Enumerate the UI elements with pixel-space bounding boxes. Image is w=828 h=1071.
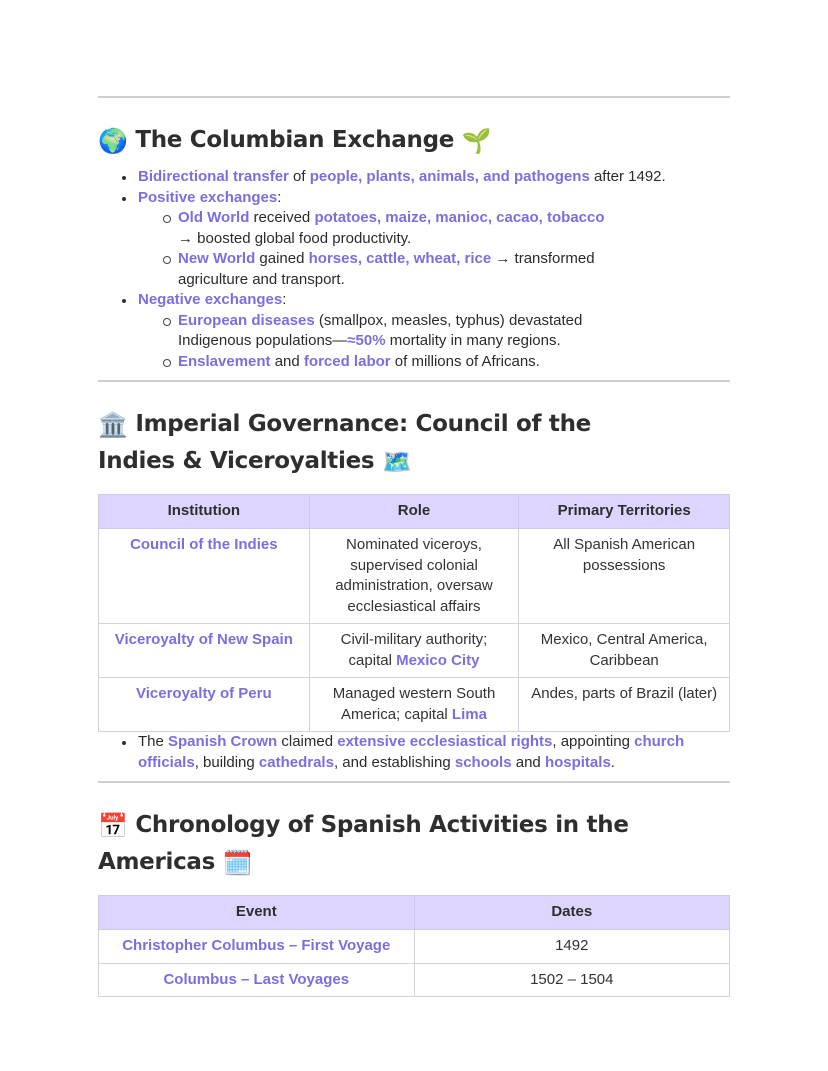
table-row	[99, 963, 730, 997]
event-cell: Christopher Columbus – First Voyage	[99, 930, 415, 964]
table-row	[99, 624, 730, 678]
seedling-icon: 🌱	[461, 127, 492, 155]
highlight-text: Negative exchanges	[138, 291, 283, 308]
highlight-text: cathedrals	[258, 753, 334, 771]
highlight-text: Spanish Crown	[168, 733, 278, 750]
text: of	[288, 168, 310, 185]
highlight-text: Lima	[451, 705, 487, 723]
highlight-text: New World	[178, 250, 256, 267]
text: → boosted global food productivity.	[178, 229, 412, 247]
document-page	[98, 96, 730, 997]
dates-cell: 1502 – 1504	[414, 963, 729, 997]
list-item	[120, 290, 730, 372]
text: claimed	[277, 733, 338, 750]
highlight-text: horses, cattle, wheat, rice	[308, 250, 492, 267]
list-item	[120, 732, 698, 773]
text: :	[282, 291, 287, 308]
text: after 1492.	[589, 168, 666, 185]
highlight-text: hospitals	[544, 753, 611, 771]
column-header: Primary Territories	[519, 495, 730, 529]
text: → transformed agriculture and transport.	[178, 250, 595, 288]
text: Managed western South America; capital	[332, 685, 496, 723]
list-item	[120, 188, 730, 291]
text: gained	[255, 250, 309, 267]
section-title: Imperial Governance: Council of the Indies & Viceroyalties	[98, 411, 591, 474]
negative-sublist	[138, 311, 730, 373]
column-header: Dates	[414, 896, 729, 930]
spiral-calendar-icon: 🗓️	[222, 849, 253, 877]
highlight-text: Enslavement	[178, 352, 271, 370]
text: :	[277, 188, 282, 206]
column-header: Institution	[99, 495, 310, 529]
institution-cell: Council of the Indies	[99, 529, 310, 624]
text: and	[511, 753, 545, 771]
highlight-text: people, plants, animals, and pathogens	[309, 168, 590, 185]
text: mortality in many regions.	[385, 332, 561, 349]
highlight-text: church officials	[138, 733, 685, 771]
column-header: Event	[99, 896, 415, 930]
highlight-text: potatoes, maize, manioc, cacao, tobacco	[314, 209, 605, 226]
calendar-icon: 📅	[98, 812, 128, 840]
globe-icon: 🌍	[98, 127, 128, 155]
chronology-table	[98, 895, 730, 997]
section-title: The Columbian Exchange	[135, 127, 455, 153]
text: , and establishing	[333, 753, 455, 771]
text: Civil-military authority; capital	[340, 631, 488, 669]
column-header: Role	[309, 495, 519, 529]
table-row	[99, 529, 730, 624]
event-cell: Columbus – Last Voyages	[99, 963, 415, 997]
highlight-text: extensive ecclesiastical rights	[337, 733, 553, 750]
territories-cell: Mexico, Central America, Caribbean	[519, 624, 730, 678]
list-item	[120, 167, 730, 188]
institution-cell: Viceroyalty of Peru	[99, 678, 310, 732]
highlight-text: Old World	[178, 209, 250, 226]
role-cell	[309, 529, 519, 624]
section-heading-columbian-exchange	[98, 122, 730, 159]
highlight-text: ≈50%	[347, 332, 386, 349]
highlight-text: schools	[454, 753, 512, 771]
territories-cell: Andes, parts of Brazil (later)	[519, 678, 730, 732]
section-title: Chronology of Spanish Activities in the Americas	[98, 812, 629, 875]
text: and	[270, 352, 304, 370]
highlight-text: forced labor	[303, 352, 391, 370]
list-item	[160, 249, 620, 290]
text: .	[610, 753, 615, 771]
list-item	[160, 352, 620, 373]
highlight-text: Bidirectional transfer	[138, 168, 289, 185]
list-item	[160, 311, 620, 352]
table-row	[99, 930, 730, 964]
table-row	[99, 678, 730, 732]
classical-building-icon: 🏛️	[98, 411, 128, 439]
text: (smallpox, measles, typhus) devastated Indigenous populations—	[178, 311, 583, 349]
dates-cell: 1492	[414, 930, 729, 964]
crown-note-list	[98, 732, 698, 773]
section-heading-imperial-governance	[98, 406, 658, 480]
list-item	[160, 208, 620, 249]
highlight-text: Positive exchanges	[138, 188, 278, 206]
role-cell	[309, 624, 519, 678]
exchange-list	[98, 167, 730, 372]
highlight-text: Mexico City	[396, 651, 480, 669]
highlight-text: European diseases	[178, 311, 315, 329]
section-heading-chronology	[98, 807, 730, 881]
text: of millions of Africans.	[390, 352, 540, 370]
table-header-row	[99, 896, 730, 930]
institution-cell: Viceroyalty of New Spain	[99, 624, 310, 678]
governance-table	[98, 494, 730, 732]
text: The	[138, 733, 169, 750]
territories-cell: All Spanish American possessions	[519, 529, 730, 624]
text: received	[249, 209, 315, 226]
divider	[98, 380, 730, 382]
text: , appointing	[552, 733, 635, 750]
world-map-icon: 🗺️	[381, 448, 412, 476]
table-header-row	[99, 495, 730, 529]
role-cell	[309, 678, 519, 732]
divider	[98, 781, 730, 783]
text: , building	[194, 753, 259, 771]
text: Nominated viceroys, supervised colonial administration, oversaw ecclesiastical affairs	[335, 536, 493, 615]
divider	[98, 96, 730, 98]
positive-sublist	[138, 208, 730, 290]
